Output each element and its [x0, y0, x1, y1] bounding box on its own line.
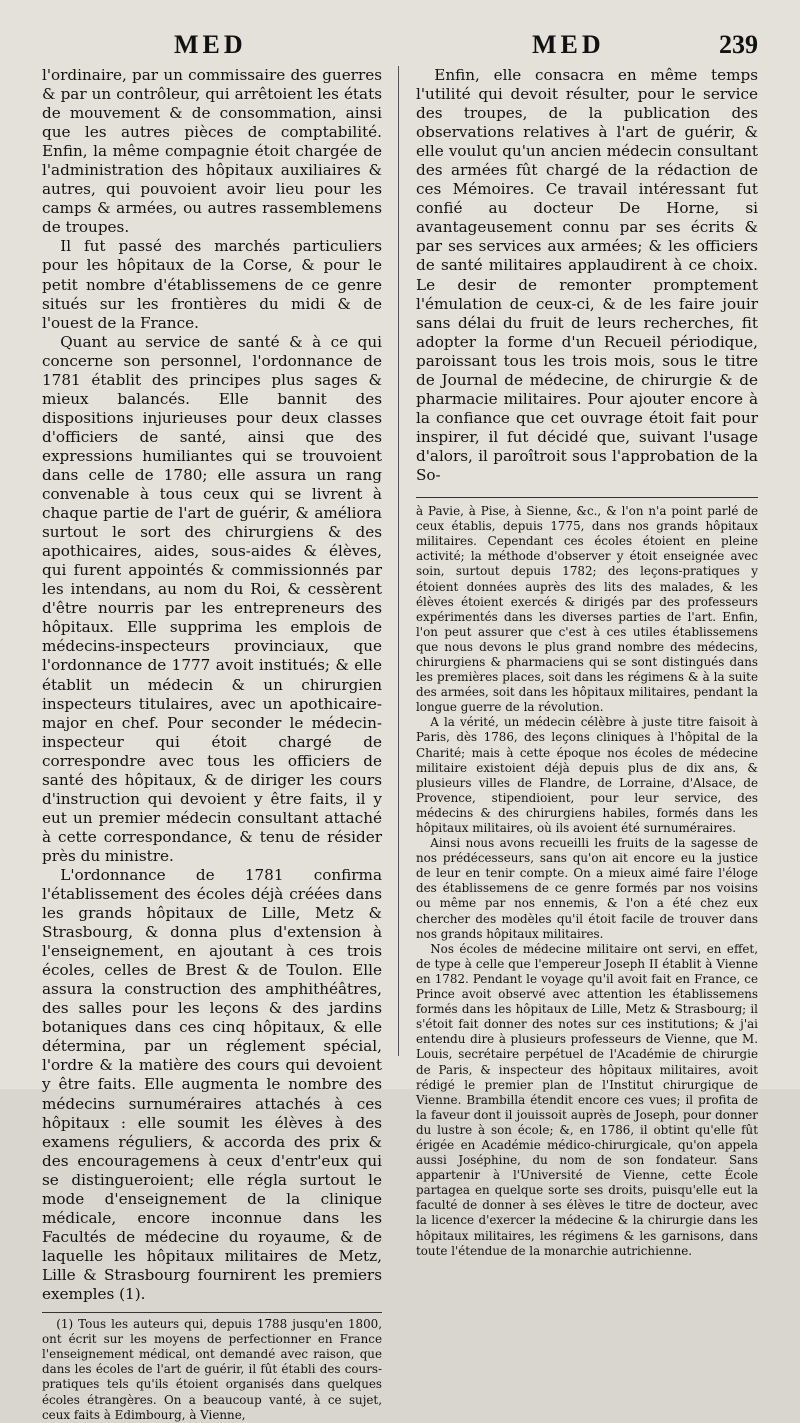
left-column: [42, 66, 382, 1423]
footnote-rule-right: [416, 497, 758, 498]
right-column: [416, 66, 758, 1259]
footnote-rule: [42, 1312, 382, 1313]
right-main-paragraph: Enfin, elle consacra en même temps l'utilité qui devoit résulter, pour le service des troupes, de la publication des observations relatives à l'art de guérir, & elle voulut qu'un ancien médecin consultant des armées fût chargé de la rédaction de ces Mémoires. Ce travail intéressant fut confié au docteur De Horne, si avantageusement connu par ses écrits & par ses services aux armées; & les officiers de santé militaires applaudirent à ce choix. Le desir de remonter promptement l'émulation de ceux-ci, & de les faire jouir sans délai du fruit de leurs recherches, fit adopter la forme d'un Recueil périodique, paroissant tous les trois mois, sous le titre de Journal de médecine, de chirurgie & de pharmacie militaires. Pour ajouter encore à la confiance que cet ouvrage étoit fait pour inspirer, il fut décidé que, suivant l'usage d'alors, il paroîtroit sous l'approbation de la So-: [416, 66, 758, 484]
left-paragraph-4: L'ordonnance de 1781 confirma l'établissement des écoles déjà créées dans les grands hôpitaux de Lille, Metz & Strasbourg, & donna plus d'extension à l'enseignement, en ajoutant à ces trois écoles, celles de Brest & de Toulon. Elle assura la construction des amphithéâtres, des salles pour les leçons & des jardins botaniques dans ces cinq hôpitaux, & elle détermina, par un réglement spécial, l'ordre & la matière des cours qui devoient y être faits. Elle augmenta le nombre des médecins surnuméraires attachés à ces hôpitaux : elle soumit les élèves à des examens réguliers, & accorda des prix & des encouragemens à ceux d'entr'eux qui se distingueroient; elle régla surtout le mode d'enseignement de la clinique médicale, encore inconnue dans les Facultés de médecine du royaume, & de laquelle les hôpitaux militaires de Metz, Lille & Strasbourg fournirent les premiers exemples (1).: [42, 865, 382, 1303]
right-note-2: A la vérité, un médecin célèbre à juste titre faisoit à Paris, dès 1786, des leçons cliniques à l'hôpital de la Charité; mais à cette époque nos écoles de médecine militaire existoient déjà depuis plus de dix ans, & plusieurs villes de Flandre, de Lorraine, d'Alsace, de Provence, stipendioient, pour leur service, des médecins & des chirurgiens habiles, formés dans les hôpitaux militaires, où ils avoient été surnuméraires.: [416, 715, 758, 835]
right-note-1: à Pavie, à Pise, à Sienne, &c., & l'on n'a point parlé de ceux établis, depuis 1775, dans nos grands hôpitaux militaires. Cependant ces écoles étoient en pleine activité; la méthode d'observer y étoit enseignée avec soin, surtout depuis 1782; des leçons-pratiques y étoient données auprès des lits des malades, & les élèves étoient exercés & dirigés par des professeurs expérimentés dans les diverses parties de l'art. Enfin, l'on peut assurer que c'est à ces utiles établissemens que nous devons le plus grand nombre des médecins, chirurgiens & pharmaciens qui se sont distingués dans les premières places, soit dans les régimens & à la suite des armées, soit dans les hôpitaux militaires, pendant la longue guerre de la révolution.: [416, 504, 758, 715]
left-paragraph-3: Quant au service de santé & à ce qui concerne son personnel, l'ordonnance de 1781 établit des principes plus sages & mieux balancés. Elle bannit des dispositions injurieuses pour deux classes d'officiers de santé, ainsi que des expressions humiliantes qui se trouvoient dans celle de 1780; elle assura un rang convenable à tous ceux qui se livrent à chaque partie de l'art de guérir, & améliora surtout le sort des chirurgiens & des apothicaires, aides, sous-aides & élèves, qui furent appointés & commissionnés par les intendans, au nom du Roi, & cessèrent d'être nourris par les entrepreneurs des hôpitaux. Elle supprima les emplois de médecins-inspecteurs provinciaux, que l'ordonnance de 1777 avoit institués; & elle établit un médecin & un chirurgien inspecteurs titulaires, avec un apothicaire-major en chef. Pour seconder le médecin-inspecteur qui étoit chargé de correspondre avec tous les officiers de santé des hôpitaux, & de diriger les cours d'instruction qui devoient y être faits, il y eut un premier médecin consultant attaché à cette correspondance, & tenu de résider près du ministre.: [42, 332, 382, 865]
left-footnote: (1) Tous les auteurs qui, depuis 1788 jusqu'en 1800, ont écrit sur les moyens de perfectionner en France l'enseignement médical, ont demandé avec raison, que dans les écoles de l'art de guérir, il fût établi des cours-pratiques tels qu'ils étoient organisés dans quelques écoles étrangères. On a beaucoup vanté, à ce sujet, ceux faits à Edimbourg, à Vienne,: [42, 1317, 382, 1422]
page-number: 239: [719, 30, 758, 59]
right-note-4: Nos écoles de médecine militaire ont servi, en effet, de type à celle que l'empereur Joseph II établit à Vienne en 1782. Pendant le voyage qu'il avoit fait en France, ce Prince avoit observé avec attention les établissemens formés dans les hôpitaux de Lille, Metz & Strasbourg; il s'étoit fait donner des notes sur ces institutions; & j'ai entendu dire à plusieurs professeurs de Vienne, que M. Louis, secrétaire perpétuel de l'Académie de chirurgie de Paris, & inspecteur des hôpitaux militaires, avoit rédigé le premier plan de l'Institut chirurgique de Vienne. Brambilla étendit encore ces vues; il profita de la faveur dont il jouissoit auprès de Joseph, pour donner du lustre à son école; &, en 1786, il obtint qu'elle fût érigée en Académie médico-chirurgicale, qu'on appela aussi Joséphine, du nom de son fondateur. Sans appartenir à l'Université de Vienne, cette École partagea en quelque sorte ses droits, puisqu'elle eut la faculté de donner à ses élèves le titre de docteur, avec la licence d'exercer la médecine & la chirurgie dans les hôpitaux militaires, les régimens & les garnisons, dans toute l'étendue de la monarchie autrichienne.: [416, 941, 758, 1258]
left-paragraph-1: l'ordinaire, par un commissaire des guerres & par un contrôleur, qui arrêtoient les états de mouvement & de consommation, ainsi que les autres pièces de comptabilité. Enfin, la même compagnie étoit chargée de l'administration des hôpitaux auxiliaires & autres, qui pouvoient avoir lieu pour les camps & armées, ou autres rassemblemens de troupes.: [42, 66, 382, 237]
left-paragraph-2: Il fut passé des marchés particuliers pour les hôpitaux de la Corse, & pour le petit nombre d'établissemens de ce genre situés sur les frontières du midi & de l'ouest de la France.: [42, 237, 382, 332]
header-left: MED: [174, 30, 247, 59]
column-divider: [398, 66, 399, 1056]
running-header: [42, 30, 760, 60]
right-note-3: Ainsi nous avons recueilli les fruits de la sagesse de nos prédécesseurs, sans qu'on ait encore eu la justice de leur en tenir compte. On a mieux aimé faire l'éloge des établissemens de ce genre formés par nos voisins ou même par nos ennemis, & l'on a été chez eux chercher des modèles qu'il étoit facile de trouver dans nos grands hôpitaux militaires.: [416, 836, 758, 941]
header-right: MED: [532, 30, 605, 59]
